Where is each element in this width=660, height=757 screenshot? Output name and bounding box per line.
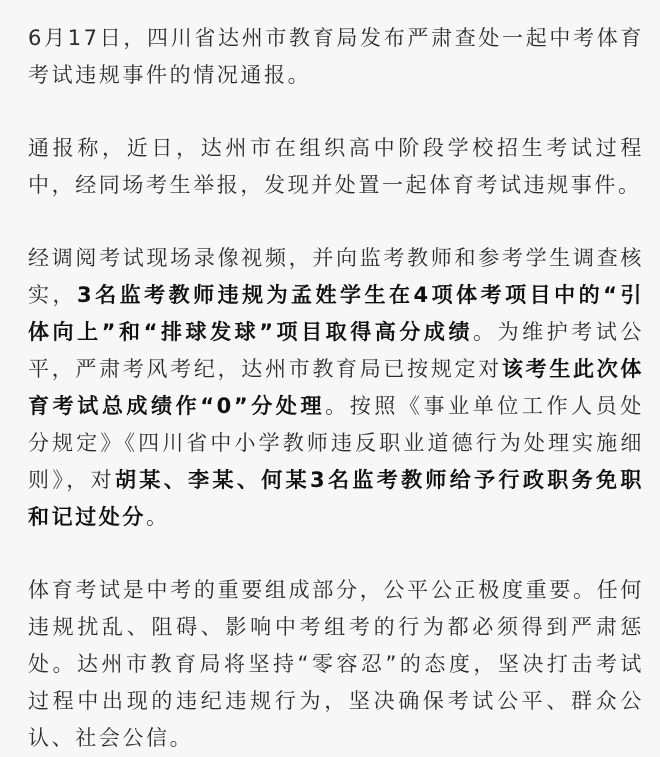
investigation-text-segment: 。为维护考试公平，严肃考风考纪，达州市教育局已按规定对 (28, 320, 645, 381)
paragraph-report: 通报称，近日，达州市在组织高中阶段学校招生考试过程中，经同场考生举报，发现并处置一起体育考试违规事件。 (28, 136, 644, 197)
investigation-bold-segment: 该考生此次体育考试总成绩作“0”分处理 (28, 357, 644, 418)
paragraph-intro: 6月17日，四川省达州市教育局发布严肃查处一起中考体育考试违规事件的情况通报。 (28, 26, 644, 87)
paragraph-conclusion: 体育考试是中考的重要组成部分，公平公正极度重要。任何违规扰乱、阻碍、影响中考组考的行为都必须得到严肃惩处。达州市教育局将坚持“零容忍”的态度，坚决打击考试过程中出现的违纪违规行为，坚决确保考试公平、群众公认、社会公信。 (28, 578, 644, 750)
investigation-text-segment: 。按照《事业单位工作人员处分规定》《四川省中小学教师违反职业道德行为处理实施细则》，对 (28, 394, 644, 492)
investigation-bold-segment: 3名监考教师违规为孟姓学生在4项体考项目中的“引体向上”和“排球发球”项目取得高分成绩 (28, 283, 644, 344)
investigation-text-segment: 。 (146, 505, 170, 529)
investigation-text-segment: 经调阅考试现场录像视频，并向监考教师和参考学生调查核实， (28, 246, 644, 307)
paragraph-investigation (28, 240, 644, 536)
investigation-bold-segment: 胡某、李某、何某3名监考教师给予行政职务免职和记过处分 (28, 468, 645, 529)
